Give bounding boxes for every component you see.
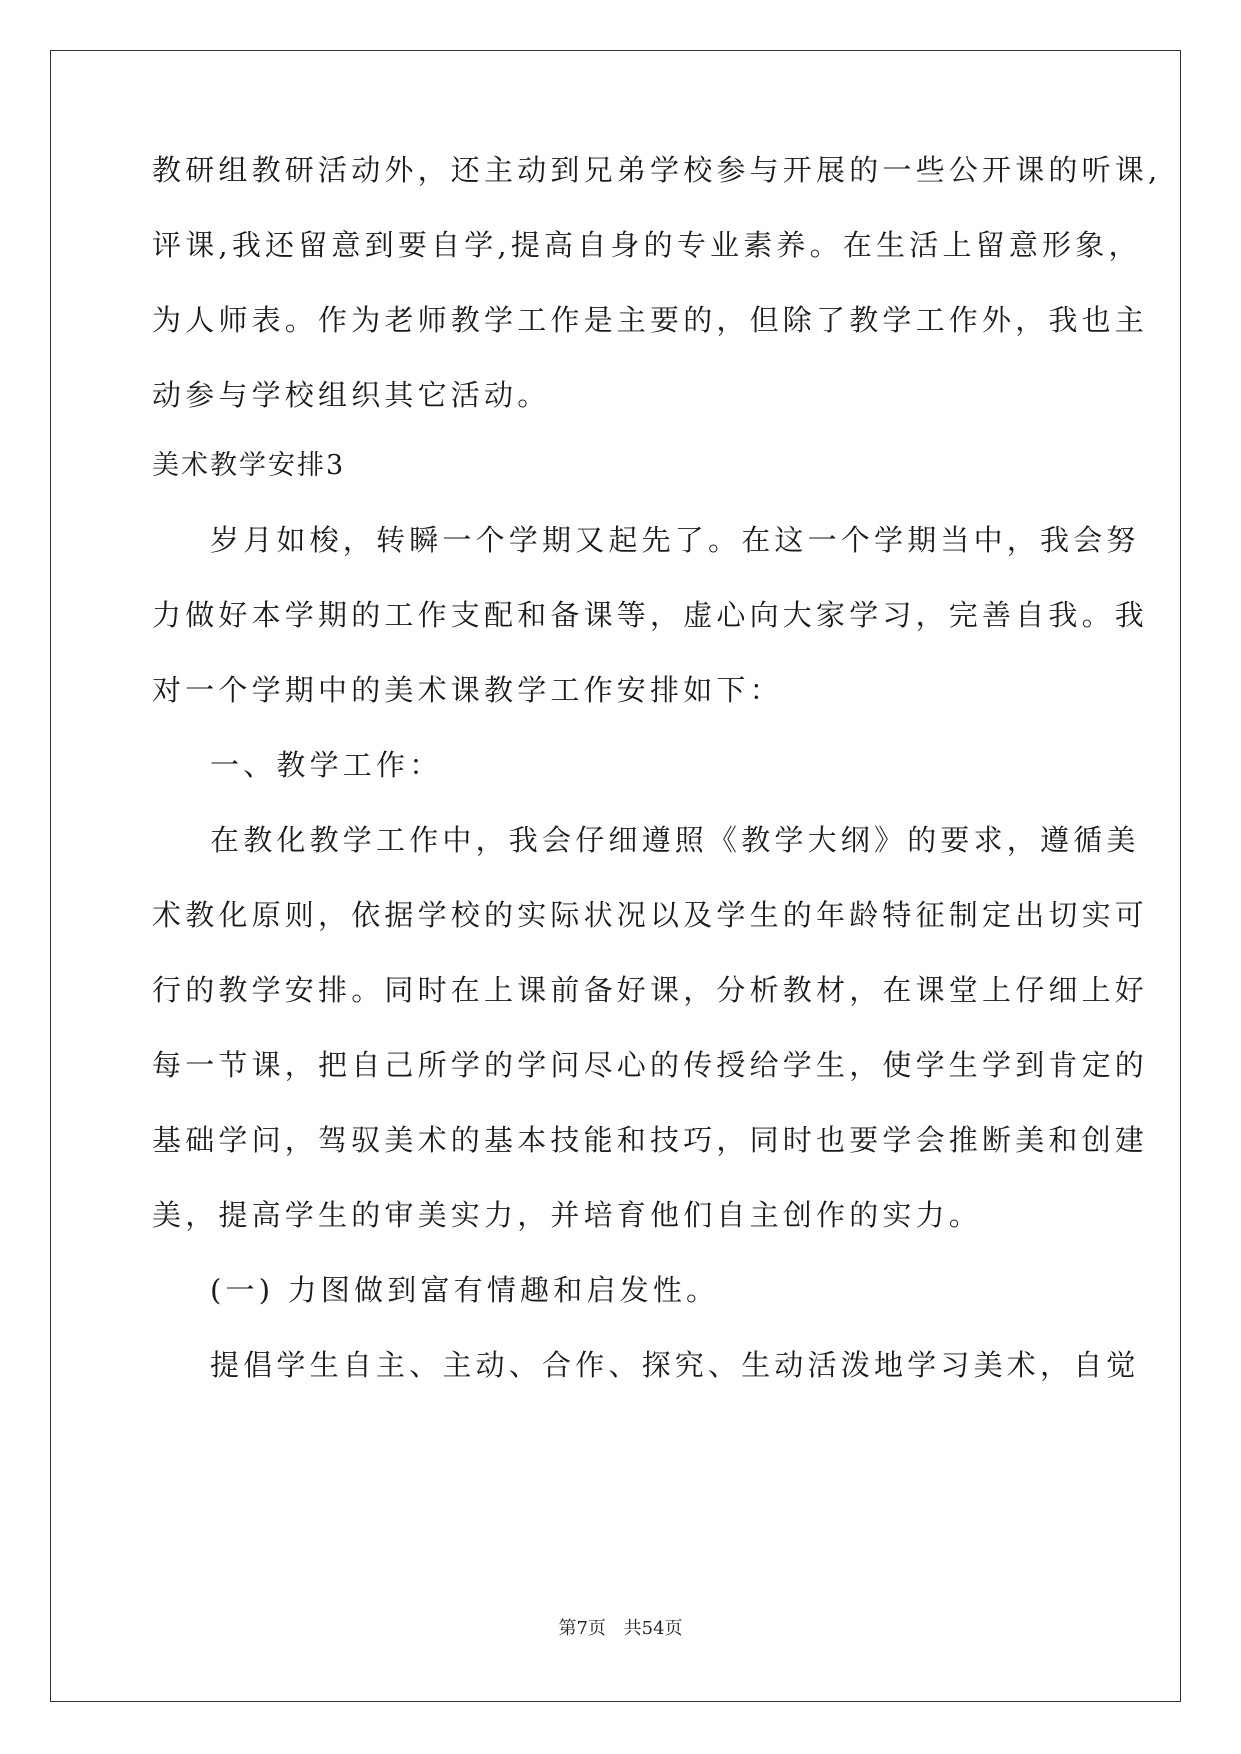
section-heading: 美术教学安排3	[152, 450, 346, 481]
text-line: 动参与学校组织其它活动。	[152, 378, 551, 412]
text-line: 行的教学安排。同时在上课前备好课，分析教材，在课堂上仔细上好	[152, 973, 1149, 1007]
paragraph-start: 提倡学生自主、主动、合作、探究、生动活泼地学习美术，自觉	[210, 1348, 1140, 1382]
page-border	[50, 50, 1181, 1702]
text-line: 力做好本学期的工作支配和备课等，虚心向大家学习，完善自我。我	[152, 598, 1149, 632]
text-line: 术教化原则，依据学校的实际状况以及学生的年龄特征制定出切实可	[152, 898, 1149, 932]
text-line: 每一节课，把自己所学的学问尽心的传授给学生，使学生学到肯定的	[152, 1048, 1149, 1082]
subheading: 一、教学工作：	[210, 748, 443, 782]
text-line: 美，提高学生的审美实力，并培育他们自主创作的实力。	[152, 1198, 983, 1232]
paragraph-start: 岁月如梭，转瞬一个学期又起先了。在这一个学期当中，我会努	[210, 523, 1140, 557]
page-footer	[0, 1614, 1241, 1640]
paragraph-start: 在教化教学工作中，我会仔细遵照《教学大纲》的要求，遵循美	[210, 823, 1140, 857]
text-line: 基础学问，驾驭美术的基本技能和技巧，同时也要学会推断美和创建	[152, 1123, 1149, 1157]
text-line: 评课,我还留意到要自学,提高自身的专业素养。在生活上留意形象，	[152, 228, 1142, 262]
text-line: 教研组教研活动外，还主动到兄弟学校参与开展的一些公开课的听课,	[152, 153, 1162, 187]
text-line: 为人师表。作为老师教学工作是主要的，但除了教学工作外，我也主	[152, 303, 1149, 337]
subheading: (一) 力图做到富有情趣和启发性。	[210, 1273, 720, 1307]
page-number: 第7页	[558, 1618, 606, 1639]
text-line: 对一个学期中的美术课教学工作安排如下：	[152, 673, 783, 707]
page-total: 共54页	[623, 1618, 683, 1639]
